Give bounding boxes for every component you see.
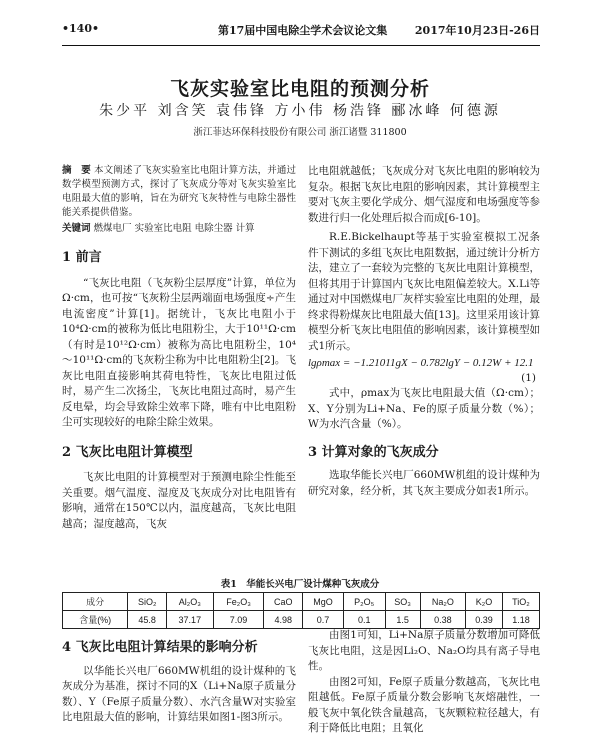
section-1-paragraph: “飞灰比电阻（飞灰粉尘层厚度”计算，单位为Ω·cm，也可按“飞灰粉尘层两端面电场强度÷产生电流密度”计算[1]。据统计，飞灰比电阻小于10⁴Ω·cm的被称为低比电阻粉尘，大于10¹¹Ω·cm（有时是10¹²Ω·cm）被称为高比电阻粉尘，10⁴～10¹¹Ω·cm的飞灰粉尘称为中比电阻粉尘[2]。飞灰比电阻直接影响其荷电特性，飞灰比电阻过低时，易产生二次扬尘，飞灰比电阻过高时，易产生反电晕，均会导致除尘效率下降，唯有中比电阻粉尘可实现较好的电除尘除尘效果。 <box>62 276 296 428</box>
author-list: 朱少平 刘含笑 袁伟锋 方小伟 杨浩锋 郦冰峰 何德源 <box>99 103 501 119</box>
keywords <box>62 222 296 236</box>
table-cell: 7.09 <box>213 611 264 629</box>
right-paragraph-1: 比电阻就越低；飞灰成分对飞灰比电阻的影响较为复杂。根据飞灰比电阻的影响因素，其计算模型主要对飞灰主要化学成分、烟气湿度和电场强度等参数进行归一化处理后拟合而成[6-10]。 <box>308 165 540 224</box>
left-column <box>62 164 296 532</box>
abstract <box>62 164 296 220</box>
keywords-text: 燃煤电厂 实验室比电阻 电除尘器 计算 <box>93 223 255 234</box>
table-cell: 37.17 <box>167 611 214 629</box>
header-rule <box>62 45 540 46</box>
right-column <box>308 164 540 499</box>
table-header-row <box>63 593 540 611</box>
section-4-heading: 4 飞灰比电阻计算结果的影响分析 <box>62 640 258 655</box>
section-3-heading: 3 计算对象的飞灰成分 <box>308 444 439 460</box>
table-1 <box>62 592 540 629</box>
figure-1-discussion: 由图1可知，Li+Na原子质量分数增加可降低飞灰比电阻，这是因Li₂O、Na₂O均具有离子导电性。 <box>308 629 540 672</box>
keywords-label: 关键词 <box>62 223 91 234</box>
bottom-left-column <box>62 640 296 726</box>
table-cell: 0.7 <box>303 611 344 629</box>
abstract-label: 摘 要 <box>62 165 91 176</box>
table-header-cell: CaO <box>264 593 303 611</box>
table-1-caption: 表1 华能长兴电厂设计煤种飞灰成分 <box>220 579 380 590</box>
paper-title: 飞灰实验室比电阻的预测分析 <box>169 78 430 100</box>
table-header-cell: Fe₂O₃ <box>213 593 264 611</box>
table-header-cell: MgO <box>303 593 344 611</box>
section-2-paragraph: 飞灰比电阻的计算模型对于预测电除尘性能至关重要。烟气温度、湿度及飞灰成分对比电阻皆有影响，通常在150℃以内，温度越高，飞灰比电阻越高；湿度越高，飞灰 <box>62 471 296 530</box>
right-paragraph-2: R.E.Bickelhaupt等基于实验室模拟工况条件下测试的多组飞灰比电阻数据，通过统计分析方法，建立了一套较为完整的飞灰比电阻计算模型，但将其用于计算国内飞灰比电阻偏差较大。X.Li等通过对中国燃煤电厂灰样实验室比电阻的处理，最终求得粉煤灰比电阻最大值[13]。这里采用该计算模型分析飞灰比电阻值的影响因素，该计算模型如式1所示。 <box>308 231 540 352</box>
page-number: •140• <box>62 22 100 35</box>
affiliation: 浙江菲达环保科技股份有限公司 浙江诸暨 311800 <box>193 127 407 138</box>
table-cell: 0.39 <box>466 611 503 629</box>
table-cell: 含量(%) <box>63 611 128 629</box>
table-row <box>63 611 540 629</box>
equation-1 <box>308 356 540 386</box>
table-cell: 45.8 <box>128 611 167 629</box>
table-cell: 4.98 <box>264 611 303 629</box>
table-cell: 0.1 <box>343 611 385 629</box>
table-header-cell: P₂O₅ <box>343 593 385 611</box>
bottom-right-column <box>308 628 540 737</box>
equation-number: (1) <box>521 372 536 384</box>
abstract-text: 本文阐述了飞灰实验室比电阻计算方法，并通过数学模型预测方式，探讨了飞灰成分等对飞灰实验室比电阻最大值的影响，旨在为研究飞灰特性与电除尘器性能关系提供借鉴。 <box>62 165 296 218</box>
figure-2-discussion: 由图2可知，Fe原子质量分数越高，飞灰比电阻越低。Fe原子质量分数会影响飞灰熔融性，一般飞灰中氧化铁含量越高，飞灰颗粒粒径越大，有利于降低比电阻；且氧化 <box>308 675 540 734</box>
table-header-cell: 成分 <box>63 593 128 611</box>
section-2-heading: 2 飞灰比电阻计算模型 <box>62 444 193 460</box>
table-header-cell: SiO₂ <box>128 593 167 611</box>
table-header-cell: TiO₂ <box>502 593 539 611</box>
equation-legend: 式中，ρmax为飞灰比电阻最大值（Ω·cm）；X、Y分别为Li+Na、Fe的原子质量分数（%）；W为水汽含量（%）。 <box>308 387 540 430</box>
table-header-cell: Na₂O <box>420 593 466 611</box>
equation-text: lgρmax = −1.21011gX − 0.782lgY − 0.12W + 12.1 <box>308 357 534 369</box>
table-cell: 1.18 <box>502 611 539 629</box>
journal-name: 第17届中国电除尘学术会议论文集 <box>218 24 388 37</box>
conference-date: 2017年10月23日-26日 <box>414 24 540 37</box>
table-cell: 1.5 <box>385 611 420 629</box>
table-header-cell: SO₃ <box>385 593 420 611</box>
table-cell: 0.38 <box>420 611 466 629</box>
table-header-cell: K₂O <box>466 593 503 611</box>
section-3-paragraph: 选取华能长兴电厂660MW机组的设计煤种为研究对象，经分析，其飞灰主要成分如表1所示。 <box>308 469 540 497</box>
table-header-cell: Al₂O₃ <box>167 593 214 611</box>
section-1-heading: 1 前言 <box>62 250 102 265</box>
section-4-paragraph: 以华能长兴电厂660MW机组的设计煤种的飞灰成分为基准，探讨不同的X（Li+Na原子质量分数）、Y（Fe原子质量分数）、水汽含量W对实验室比电阻最大值的影响，计算结果如图1-图3所示。 <box>62 664 296 723</box>
